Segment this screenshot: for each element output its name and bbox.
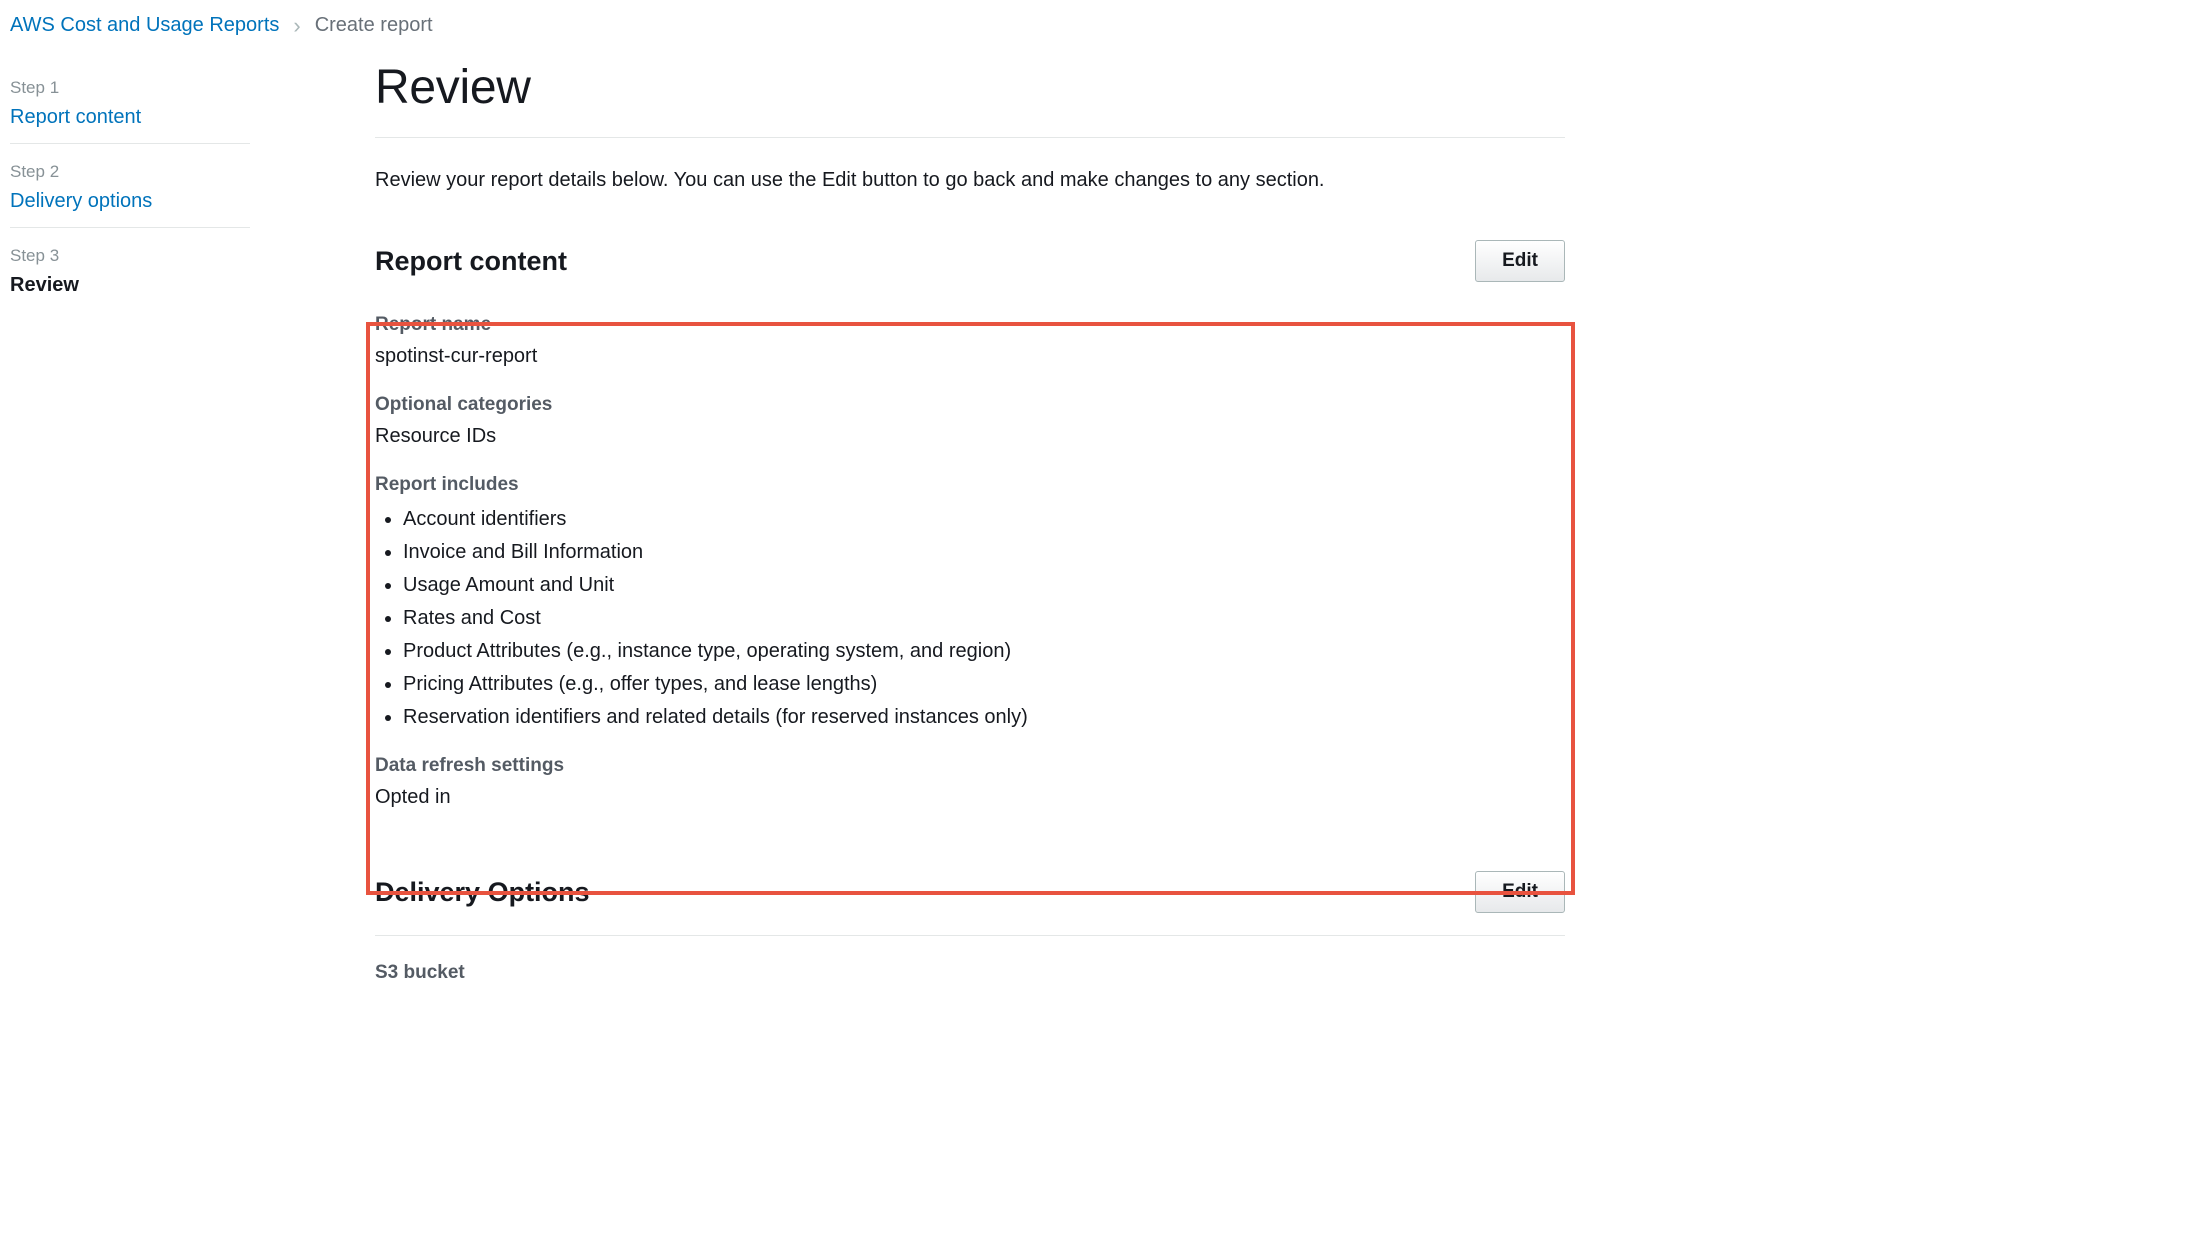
delivery-options-title: Delivery Options xyxy=(375,876,590,907)
step-3-label: Step 3 xyxy=(10,246,60,265)
delivery-options-divider xyxy=(375,935,1565,936)
breadcrumb-link-root[interactable]: AWS Cost and Usage Reports xyxy=(10,14,280,36)
list-item: • Rates and Cost xyxy=(403,607,1575,630)
report-content-title: Report content xyxy=(375,245,567,276)
wizard-steps-sidebar xyxy=(10,78,250,311)
sidebar-item-report-content[interactable] xyxy=(10,78,250,143)
page-intro-text: Review your report details below. You can use the Edit button to go back and make changes to any section. xyxy=(375,169,1325,191)
optional-categories-value: Resource IDs xyxy=(375,425,497,447)
data-refresh-label: Data refresh settings xyxy=(375,755,565,776)
optional-categories-label: Optional categories xyxy=(375,394,553,415)
step-3-name: Review xyxy=(10,274,79,296)
sidebar-item-review[interactable] xyxy=(10,246,250,311)
data-refresh-value: Opted in xyxy=(375,786,451,808)
list-item: • Product Attributes (e.g., instance type, operating system, and region) xyxy=(403,640,1575,663)
report-content-details xyxy=(375,282,1575,809)
report-name-value: spotinst-cur-report xyxy=(375,345,538,367)
report-includes-label: Report includes xyxy=(375,474,519,495)
chevron-right-icon: › xyxy=(293,12,301,38)
list-item: • Account identifiers xyxy=(403,508,1575,531)
list-item: • Reservation identifiers and related details (for reserved instances only) xyxy=(403,706,1575,729)
report-content-section-header xyxy=(375,240,1565,282)
delivery-options-section-header xyxy=(375,871,1565,913)
s3-bucket-label: S3 bucket xyxy=(375,962,465,983)
main-content xyxy=(375,60,1575,984)
breadcrumb-current: Create report xyxy=(314,14,433,36)
sidebar-divider-1 xyxy=(10,143,250,144)
edit-report-content-button[interactable]: Edit xyxy=(1475,240,1565,282)
step-1-label: Step 1 xyxy=(10,78,60,97)
list-item: • Usage Amount and Unit xyxy=(403,574,1575,597)
step-2-label: Step 2 xyxy=(10,162,60,181)
sidebar-item-delivery-options[interactable] xyxy=(10,162,250,227)
report-name-label: Report name xyxy=(375,314,492,335)
list-item: • Invoice and Bill Information xyxy=(403,541,1575,564)
data-refresh-block xyxy=(375,755,1575,809)
delivery-options-section xyxy=(375,871,1575,984)
breadcrumb xyxy=(10,14,433,37)
report-includes-list xyxy=(375,508,1575,729)
step-2-name[interactable]: Delivery options xyxy=(10,190,153,212)
page-title: Review xyxy=(375,60,1565,138)
edit-delivery-options-button[interactable]: Edit xyxy=(1475,871,1565,913)
sidebar-divider-2 xyxy=(10,227,250,228)
step-1-name[interactable]: Report content xyxy=(10,106,142,128)
list-item: • Pricing Attributes (e.g., offer types, and lease lengths) xyxy=(403,673,1575,696)
